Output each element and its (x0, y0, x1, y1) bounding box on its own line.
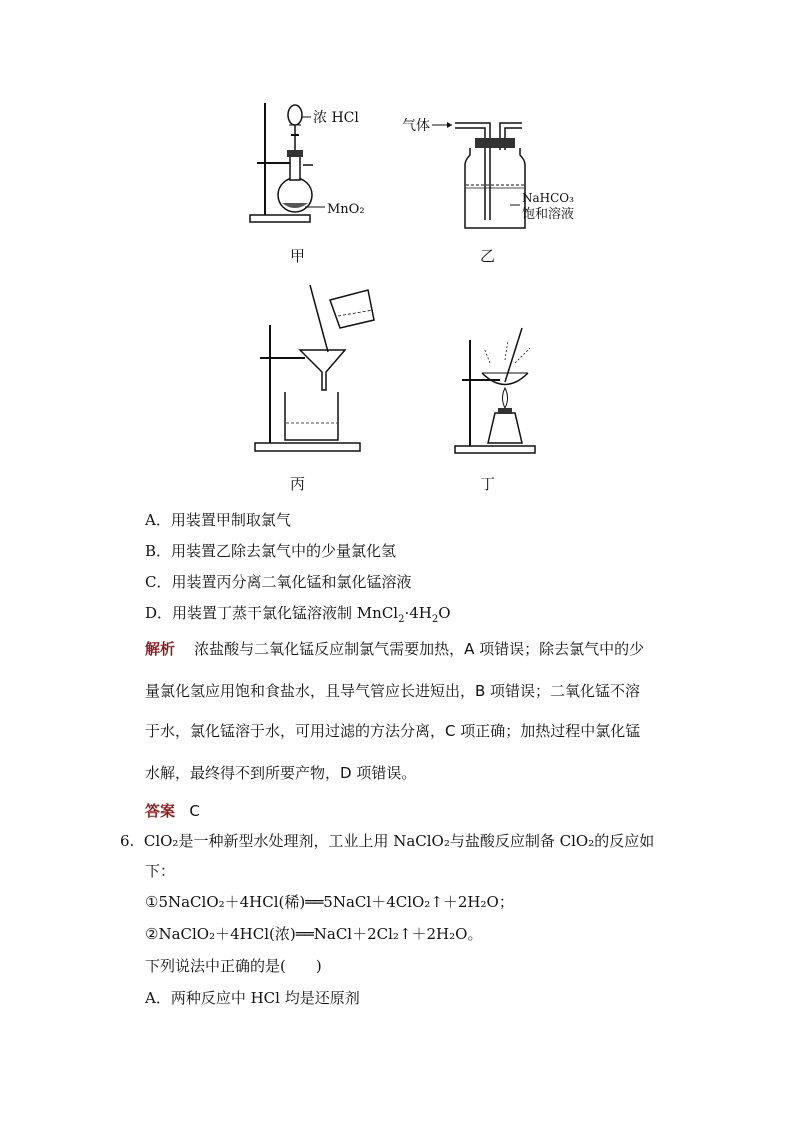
mno2-label: MnO₂ (327, 202, 365, 217)
question-6-eq-2: ②NaClO₂＋4HCl(浓)══NaCl＋2Cl₂↑＋2H₂O。 (145, 925, 483, 943)
answer-line (145, 800, 200, 821)
answer-label: 答案 (145, 802, 176, 820)
apparatus-bing-diagram (250, 280, 380, 465)
option-a: A．用装置甲制取氯气 (145, 511, 291, 529)
analysis-line-4: 水解，最终得不到所要产物，D 项错误。 (145, 764, 417, 782)
apparatus-yi-diagram (400, 110, 600, 240)
apparatus-ding-diagram (450, 318, 550, 468)
gas-label: 气体 (402, 118, 430, 134)
answer-value: C (189, 802, 200, 820)
analysis-line-3: 于水，氯化锰溶于水，可用过滤的方法分离，C 项正确；加热过程中氯化锰 (145, 722, 641, 740)
option-c: C．用装置丙分离二氧化锰和氯化锰溶液 (145, 573, 412, 591)
question-6-stem-1: 6. ClO₂是一种新型水处理剂，工业上用 NaClO₂与盐酸反应制备 ClO₂的反应如 (120, 832, 655, 850)
option-d: D．用装置丁蒸干氯化锰溶液制 $MnCl_2\cdot 4H_2O$ (145, 604, 451, 625)
analysis-label: 解析 (145, 640, 176, 658)
caption-jia: 甲 (290, 247, 306, 265)
analysis-line-1: 解析 浓盐酸与二氧化锰反应制氯气需要加热，A 项错误；除去氯气中的少 (145, 640, 645, 658)
question-6-stem-2: 下： (145, 862, 176, 880)
question-6-option-a: A．两种反应中 HCl 均是还原剂 (145, 989, 360, 1007)
question-6-eq-1: ①5NaClO₂＋4HCl(稀)══5NaCl＋4ClO₂↑＋2H₂O； (145, 893, 514, 911)
analysis-line-2: 量氯化氢应用饱和食盐水，且导气管应长进短出，B 项错误；二氧化锰不溶 (145, 682, 641, 700)
apparatus-jia-diagram (245, 95, 380, 235)
caption-yi: 乙 (480, 247, 496, 265)
question-6-prompt: 下列说法中正确的是( ) (145, 957, 322, 975)
caption-bing: 丙 (290, 475, 306, 493)
option-b: B．用装置乙除去氯气中的少量氯化氢 (145, 542, 397, 560)
solution-formula: NaHCO₃ (522, 191, 574, 205)
acid-label: 浓 HCl (313, 110, 359, 126)
caption-ding: 丁 (480, 475, 496, 493)
solution-desc: 饱和溶液 (522, 207, 575, 222)
